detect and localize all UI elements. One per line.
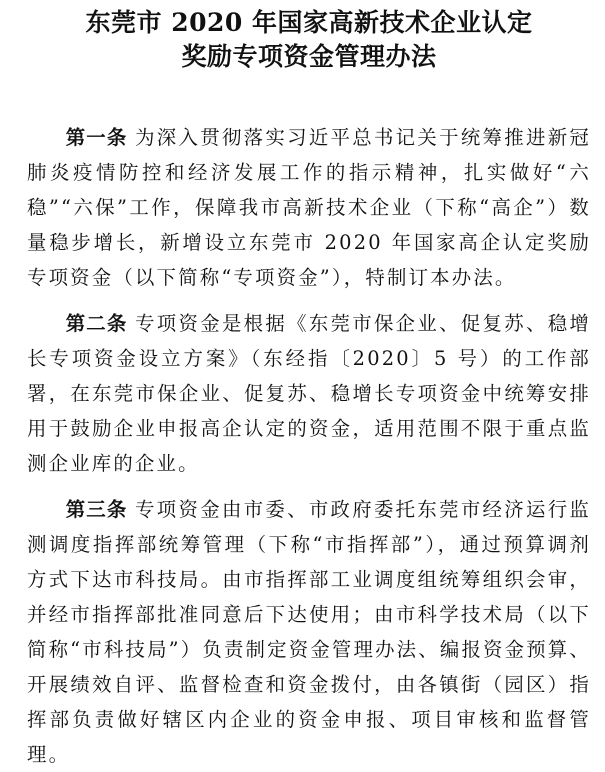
- article-1-text: 为深入贯彻落实习近平总书记关于统筹推进新冠肺炎疫情防控和经济发展工作的指示精神，扎实做好“六稳”“六保”工作，保障我市高新技术企业（下称“高企”）数量稳步增长，新增设立东莞市 2020 年国家高企认定奖励专项资金（以下简称“专项资金”），特制订本办法。: [27, 126, 591, 289]
- article-3: [27, 492, 591, 772]
- document-body: [27, 120, 591, 772]
- title-line-2: 奖励专项资金管理办法: [181, 42, 437, 71]
- article-2: [27, 306, 591, 481]
- article-1: [27, 120, 591, 295]
- article-3-number: 第三条: [65, 498, 128, 521]
- article-2-text: 专项资金是根据《东莞市保企业、促复苏、稳增长专项资金设立方案》（东经指〔2020〕5 号）的工作部署，在东莞市保企业、促复苏、稳增长专项资金中统筹安排用于鼓励企业申报高企认定的资金，适用范围不限于重点监测企业库的企业。: [27, 312, 591, 475]
- article-3-text: 专项资金由市委、市政府委托东莞市经济运行监测调度指挥部统筹管理（下称“市指挥部”），通过预算调剂方式下达市科技局。由市指挥部工业调度组统筹组织会审，并经市指挥部批准同意后下达使用；由市科学技术局（以下简称“市科技局”）负责制定资金管理办法、编报资金预算、开展绩效自评、监督检查和资金拨付，由各镇街（园区）指挥部负责做好辖区内企业的资金申报、项目审核和监督管理。: [27, 498, 591, 766]
- document-page: [0, 6, 605, 766]
- title-line-1: 东莞市 2020 年国家高新技术企业认定: [85, 8, 533, 37]
- document-title: [27, 6, 591, 74]
- article-1-number: 第一条: [65, 126, 128, 149]
- article-2-number: 第二条: [65, 312, 128, 335]
